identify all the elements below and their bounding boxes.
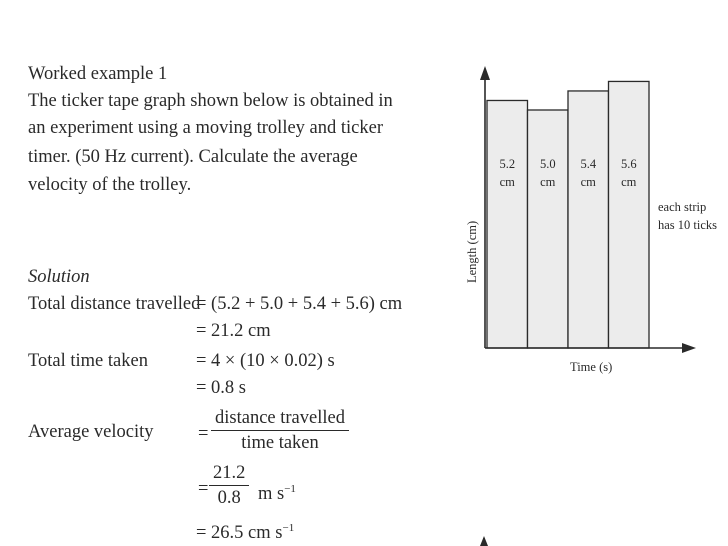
fraction-numeric-denominator: 0.8	[217, 488, 241, 508]
example-title: Worked example 1	[28, 64, 168, 84]
fraction-denominator: time taken	[241, 433, 319, 453]
tape-strip	[487, 100, 528, 348]
problem-line-4: velocity of the trolley.	[28, 175, 192, 195]
velocity-unit-text: m s	[258, 484, 285, 505]
fraction-numerator: distance travelled	[211, 407, 349, 431]
problem-line-1: The ticker tape graph shown below is obtained in	[28, 91, 393, 111]
y-axis-arrow	[480, 66, 490, 80]
distance-label: Total distance travelled	[28, 294, 201, 314]
x-axis-label: Time (s)	[570, 360, 613, 374]
final-answer-exponent: −1	[282, 522, 295, 534]
strip-value-label: 5.4	[580, 157, 597, 171]
time-label: Total time taken	[28, 351, 148, 371]
x-axis-arrow	[682, 343, 696, 353]
strip-unit-label: cm	[540, 175, 556, 189]
distance-result: = 21.2 cm	[196, 321, 271, 341]
strip-value-label: 5.6	[620, 157, 637, 171]
note-line-2: has 10 ticks	[658, 218, 718, 232]
y-axis-label: Length (cm)	[465, 220, 479, 283]
time-result: = 0.8 s	[196, 378, 247, 398]
distance-expression: = (5.2 + 5.0 + 5.4 + 5.6) cm	[196, 294, 403, 314]
problem-line-3: timer. (50 Hz current). Calculate the average	[28, 147, 358, 167]
time-expression: = 4 × (10 × 0.02) s	[196, 351, 335, 371]
strip-unit-label: cm	[621, 175, 637, 189]
problem-line-2: an experiment using a moving trolley and ticker	[28, 118, 383, 138]
solution-heading: Solution	[28, 267, 90, 287]
page-edge-arrow	[480, 536, 488, 546]
note-line-1: each strip	[658, 200, 707, 214]
equals-sign-2: =	[198, 479, 209, 499]
tape-strip	[568, 91, 609, 348]
strip-unit-label: cm	[580, 175, 596, 189]
velocity-unit-exponent: −1	[284, 483, 296, 495]
strip-unit-label: cm	[499, 175, 515, 189]
tape-strips	[487, 81, 649, 348]
tape-strip	[609, 81, 650, 348]
equals-sign-1: =	[198, 424, 209, 444]
tape-strip	[528, 110, 569, 348]
fraction-numeric-numerator: 21.2	[209, 462, 249, 486]
velocity-label: Average velocity	[28, 422, 154, 442]
strip-value-label: 5.2	[499, 157, 516, 171]
final-answer-text: = 26.5 cm s	[196, 523, 283, 544]
strip-value-label: 5.0	[539, 157, 556, 171]
